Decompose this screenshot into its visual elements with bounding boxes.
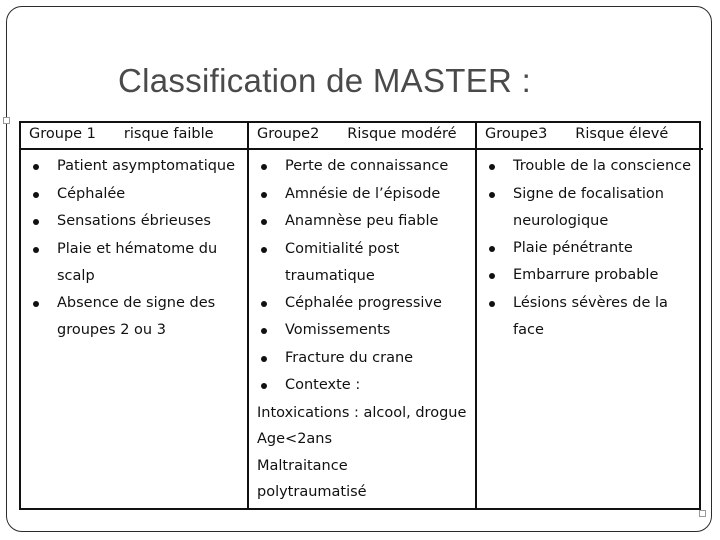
column-group-2 [248,149,476,508]
selection-handle[interactable] [3,117,10,124]
criteria-list [249,150,475,400]
list-item: Céphalée progressive [257,290,469,318]
list-item: Amnésie de l’épisode [257,181,469,209]
list-item: Perte de connaissance [257,153,469,181]
list-item: Absence de signe des groupes 2 ou 3 [29,290,237,344]
list-item: Sensations ébrieuses [29,208,241,236]
header-group-1 [21,123,248,149]
list-item: Trouble de la conscience [485,153,697,181]
header-group-2 [248,123,476,149]
list-item: Comitialité post traumatique [257,236,435,290]
slide-title: Classification de MASTER : [118,62,532,99]
context-line: polytraumatisé [257,484,367,500]
group-label: Groupe3 [485,126,548,142]
list-item: Fracture du crane [257,345,469,373]
list-item: Plaie pénétrante [485,235,697,263]
list-item: Contexte : [257,372,469,400]
list-item: Anamnèse peu fiable [257,208,469,236]
context-line: Maltraitance [257,457,348,474]
list-item: Signe de focalisation neurologique [485,181,683,235]
context-details [249,400,475,506]
risk-label: risque faible [123,126,214,142]
criteria-list [477,150,703,344]
list-item: Embarrure probable [485,262,697,290]
table-body-row [21,149,703,508]
criteria-list [21,150,247,344]
group-label: Groupe2 [257,126,320,142]
list-item: Patient asymptomatique [29,153,241,181]
risk-label: Risque modéré [347,126,457,142]
column-group-1 [21,149,248,508]
list-item: Lésions sévères de la face [485,290,693,344]
risk-label: Risque élevé [575,126,669,142]
list-item: Céphalée [29,181,241,209]
context-line: Intoxications : alcool, drogue [257,404,467,421]
selection-handle[interactable] [699,510,706,517]
list-item: Vomissements [257,317,469,345]
header-group-3 [476,123,703,149]
list-item: Plaie et hématome du scalp [29,236,227,290]
master-classification-table [19,121,701,510]
table-header-row [21,123,703,149]
context-line: Age<2ans [257,431,333,447]
column-group-3 [476,149,703,508]
group-label: Groupe 1 [29,126,96,142]
